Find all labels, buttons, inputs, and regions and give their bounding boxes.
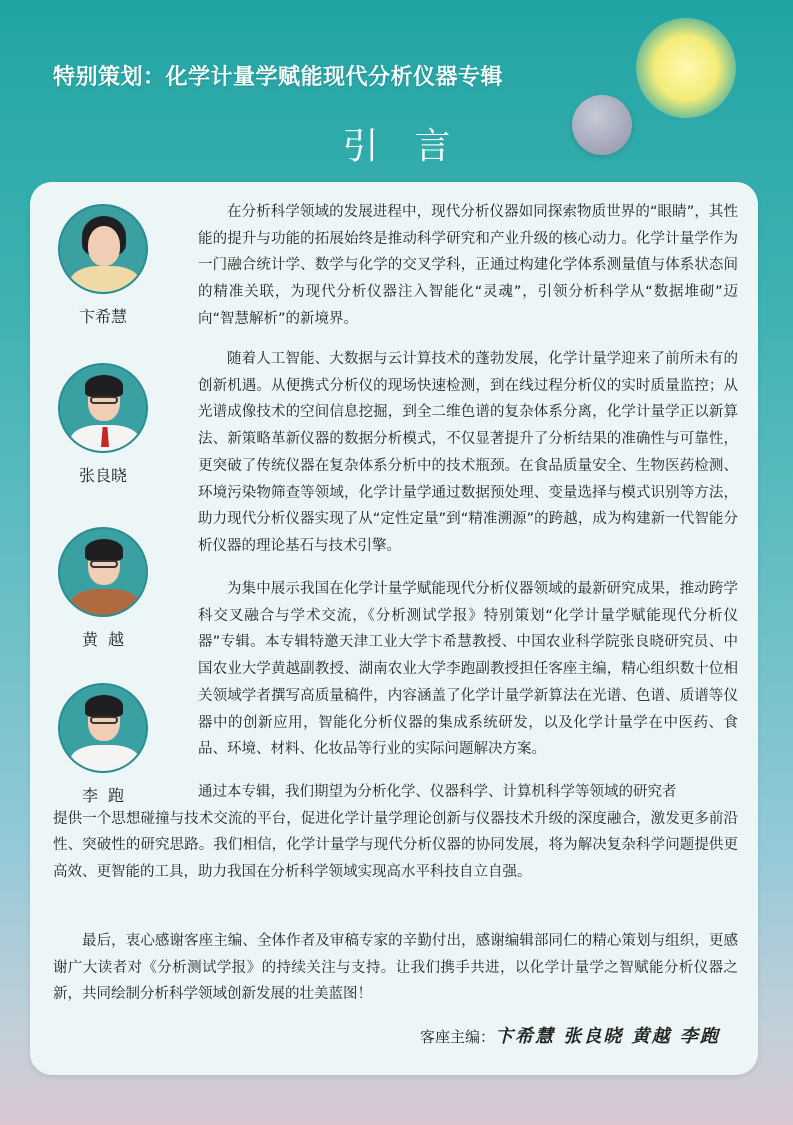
editor-profile: [58, 204, 148, 327]
editor-name: 黄越: [81, 630, 134, 649]
body-paragraph-1: 在分析科学领域的发展进程中，现代分析仪器如同探索物质世界的“眼睛”，其性能的提升与功能的拓展始终是推动科学研究和产业升级的核心动力。化学计量学作为一门融合统计学、数学与化学的交叉学科，正通过构建化学体系测量值与体系状态间的精准关联，为现代分析仪器注入智能化“灵魂”，引领分析科学从“数据堆砌”迈向“智慧解析”的新境界。: [198, 204, 738, 327]
editor-name: 张良晓: [78, 466, 127, 485]
editor-name: 李跑: [81, 786, 134, 805]
editor-profile: [58, 527, 148, 650]
special-title: 特别策划：化学计量学赋能现代分析仪器专辑: [53, 65, 504, 90]
editor-profile: [58, 363, 148, 486]
paragraph-4-lead: 通过本专辑，我们期望为分析化学、仪器科学、计算机科学等领域的研究者: [198, 784, 677, 800]
body-paragraph-3: 为集中展示我国在化学计量学赋能现代分析仪器领域的最新研究成果，推动跨学科交叉融合与学术交流，《分析测试学报》特别策划“化学计量学赋能现代分析仪器”专辑。本专辑特邀天津工业大学卞希慧教授、中国农业科学院张良晓研究员、中国农业大学黄越副教授、湖南农业大学李跑副教授担任客座主编，精心组织数十位相关领域学者撰写高质量稿件，内容涵盖了化学计量学新算法在光谱、色谱、质谱等仪器中的创新应用，智能化分析仪器的集成系统研发，以及化学计量学在中医药、食品、环境、材料、化妆品等行业的实际问题解决方案。: [198, 581, 738, 758]
body-paragraph-5: 最后，衷心感谢客座主编、全体作者及审稿专家的辛勤付出，感谢编辑部同仁的精心策划与组织，更感谢广大读者对《分析测试学报》的持续关注与支持。让我们携手共进，以化学计量学之智赋能分析仪器之新，共同绘制分析科学领域创新发展的壮美蓝图！: [53, 933, 738, 1003]
editor-photo: [58, 204, 148, 294]
signature-names: 卞希慧 张良晓 黄越 李跑: [495, 1026, 720, 1047]
intro-title: 引言: [342, 126, 487, 167]
editor-photo: [58, 363, 148, 453]
body-paragraph-2: 随着人工智能、大数据与云计算技术的蓬勃发展，化学计量学迎来了前所未有的创新机遇。从便携式分析仪的现场快速检测，到在线过程分析仪的实时质量监控；从光谱成像技术的空间信息挖掘，到全二维色谱的复杂体系分离，化学计量学正以新算法、新策略革新仪器的数据分析模式，不仅显著提升了分析结果的准确性与可靠性，更突破了传统仪器在复杂体系分析中的技术瓶颈。在食品质量安全、生物医药检测、环境污染物筛查等领域，化学计量学通过数据预处理、变量选择与模式识别等方法，助力现代分析仪器实现了从“定性定量”到“精准溯源”的跨越，成为构建新一代智能分析仪器的理论基石与技术引擎。: [198, 351, 738, 554]
body-paragraph-4: [53, 779, 738, 886]
signature-label: 客座主编：: [420, 1028, 496, 1046]
guest-editor-signature: [420, 1022, 720, 1048]
editor-photo: [58, 527, 148, 617]
sun-decoration: [636, 18, 736, 118]
editor-name: 卞希慧: [78, 307, 127, 326]
editor-photo: [58, 683, 148, 773]
paragraph-4-rest: 提供一个思想碰撞与技术交流的平台，促进化学计量学理论创新与仪器技术升级的深度融合，激发更多前沿性、突破性的研究思路。我们相信，化学计量学与现代分析仪器的协同发展，将为解决复杂科学问题提供更高效、更智能的工具，助力我国在分析科学领域实现高水平科技自立自强。: [53, 810, 738, 881]
